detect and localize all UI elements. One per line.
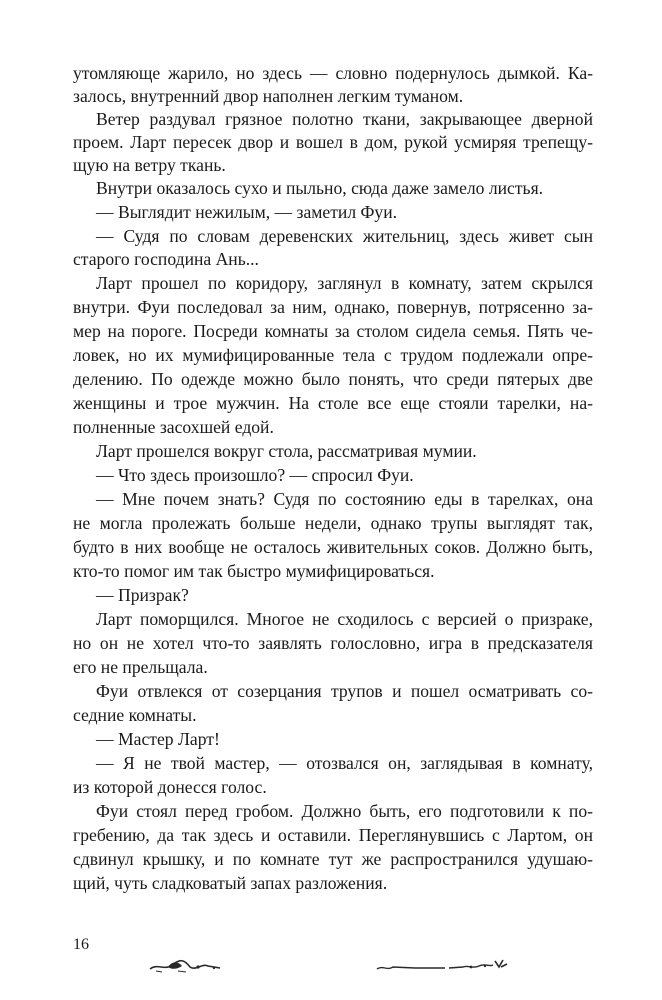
text-line: Ларт прошел по коридору, заглянул в комнату, затем скрылся [96,273,593,293]
text-line: его не прельщала. [73,657,208,677]
text-line: мер на пороге. Посреди комнаты за столом сидела семья. Пять че- [73,321,593,341]
text-line: из которой донесся голос. [73,777,267,797]
text-line: не могла пролежать больше недели, однако трупы выглядят так, [73,513,593,533]
text-line: кто-то помог им так быстро мумифицироваться. [73,561,435,581]
text-line: щую на ветру ткань. [73,155,226,175]
text-line: Ларт поморщился. Многое не сходилось с версией о призраке, [96,609,593,629]
text-line: полненные засохшей едой. [73,417,274,437]
text-line: гребению, да так здесь и оставили. Переглянувшись с Лартом, он [73,825,593,845]
text-line: щий, чуть сладковатый запах разложения. [73,873,388,893]
text-line: старого господина Ань... [73,249,259,269]
text-line: — Мне почем знать? Судя по состоянию еды в тарелках, она [96,489,593,509]
page-number: 16 [73,936,89,953]
text-line: седние комнаты. [73,705,197,725]
text-line: Фуи отвлекся от созерцания трупов и пошел осматривать со- [96,681,593,701]
text-line: — Я не твой мастер, — отозвался он, заглядывая в комнату, [96,753,593,773]
text-line: — Что здесь произошло? — спросил Фуи. [96,465,414,485]
ink-flourish-left-icon [148,955,228,975]
ink-flourish-right-icon [375,955,515,975]
text-line: сдвинул крышку, и по комнате тут же распространился удушаю- [73,849,593,869]
text-line: делению. По одежде можно было понять, что среди пятерых две [73,369,593,389]
text-line: залось, внутренний двор наполнен легким туманом. [73,86,464,106]
text-line: проем. Ларт пересек двор и вошел в дом, рукой усмиряя трепещу- [73,132,593,152]
text-line: — Мастер Ларт! [96,729,220,749]
text-line: — Судя по словам деревенских жительниц, здесь живет сын [96,226,593,246]
text-line: женщины и трое мужчин. На столе все еще стояли тарелки, на- [73,393,593,413]
text-line: Фуи стоял перед гробом. Должно быть, его подготовили к по- [96,801,593,821]
text-line: Ларт прошелся вокруг стола, рассматривая мумии. [96,441,477,461]
text-line: Ветер раздувал грязное полотно ткани, закрывающее дверной [96,109,593,129]
text-line: ловек, но их мумифицированные тела с трудом подлежали опре- [73,345,593,365]
text-line: утомляюще жарило, но здесь — словно подернулось дымкой. Ка- [73,63,593,83]
text-line: но он не хотел что-то заявлять голословно, игра в предсказателя [73,633,593,653]
text-line: внутри. Фуи последовал за ним, однако, повернув, потрясенно за- [73,297,593,317]
text-line: — Выглядит нежилым, — заметил Фуи. [96,202,398,222]
text-line: Внутри оказалось сухо и пыльно, сюда даже замело листья. [96,178,544,198]
text-line: — Призрак? [96,585,189,605]
text-line: будто в них вообще не осталось живительных соков. Должно быть, [73,537,593,557]
